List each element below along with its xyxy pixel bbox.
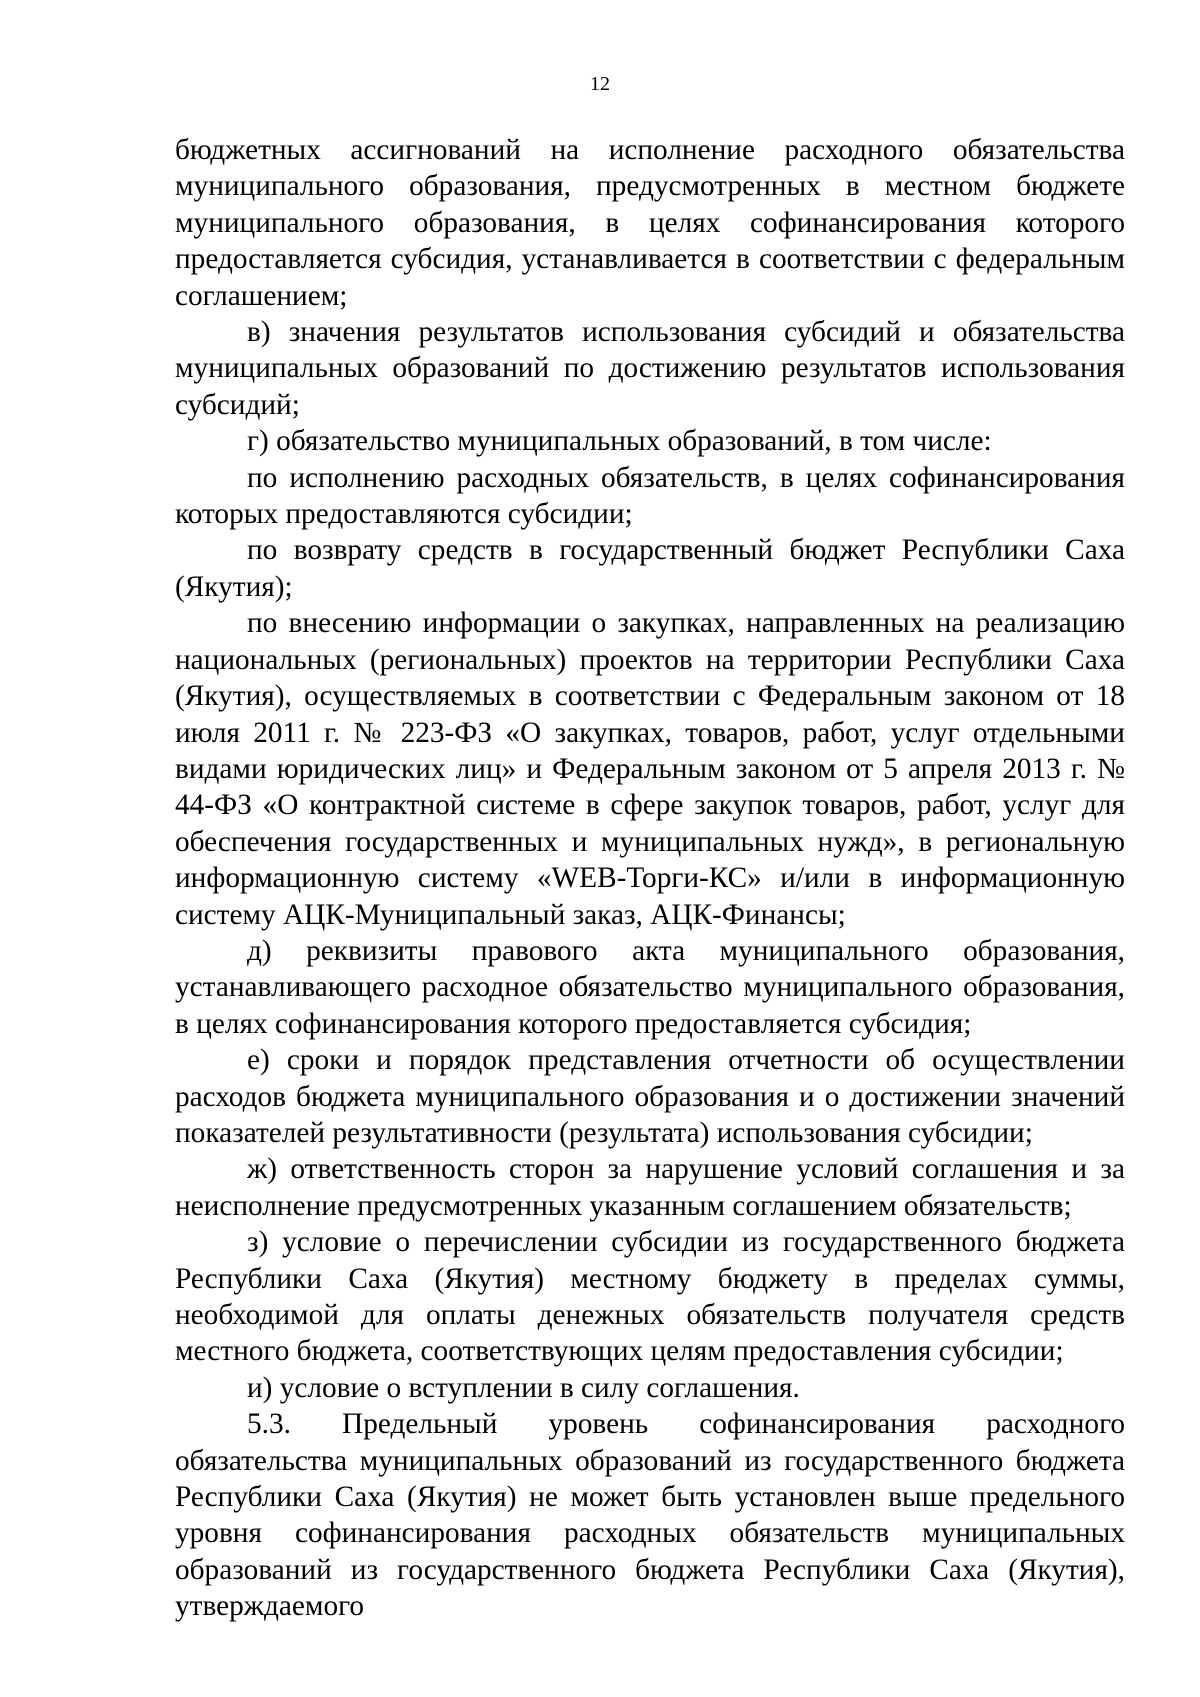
paragraph: е) сроки и порядок представления отчетности об осуществлении расходов бюджета муниципального образования и о достижении значений показателей результативности (результата) использования субсидии; — [175, 1044, 1125, 1149]
paragraph: г) обязательство муниципальных образований, в том числе: — [247, 425, 992, 458]
paragraph: з) условие о перечислении субсидии из государственного бюджета Республики Саха (Якутия) местному бюджету в пределах суммы, необходимой для оплаты денежных обязательств получателя средств местного бюджета, соответствующих целям предоставления субсидии; — [175, 1226, 1125, 1368]
document-body — [175, 132, 1125, 1625]
paragraph: по исполнению расходных обязательств, в целях софинансирования которых предоставляются субсидии; — [175, 461, 1125, 531]
paragraph: ж) ответственность сторон за нарушение условий соглашения и за неисполнение предусмотренных указанным соглашением обязательств; — [175, 1153, 1125, 1222]
paragraph: бюджетных ассигнований на исполнение расходного обязательства муниципального образования, предусмотренных в местном бюджете муниципального образования, в целях софинансирования которого предоставляется субсидия, устанавливается в соответствии с федеральным соглашением; — [175, 134, 1125, 312]
paragraph: 5.3. Предельный уровень софинансирования расходного обязательства муниципальных образований из государственного бюджета Республики Саха (Якутия) не может быть установлен выше предельного уровня софинансирования расходных обязательств муниципальных образований из государственного бюджета Республики Саха (Якутия), утверждаемого — [175, 1408, 1125, 1623]
paragraph: и) условие о вступлении в силу соглашения. — [247, 1371, 800, 1404]
paragraph: по возврату средств в государственный бюджет Республики Саха (Якутия); — [175, 534, 1125, 603]
paragraph: д) реквизиты правового акта муниципального образования, устанавливающего расходное обязательство муниципального образования, в целях софинансирования которого предоставляется субсидия; — [175, 934, 1125, 1040]
paragraph: в) значения результатов использования субсидий и обязательства муниципальных образований по достижению результатов использования субсидий; — [175, 316, 1125, 421]
page-number: 12 — [590, 73, 610, 95]
paragraph: по внесению информации о закупках, направленных на реализацию национальных (региональных) проектов на территории Республики Саха (Якутия), осуществляемых в соответствии с Федеральным законом от 18 июля 2011 г. № 223-ФЗ «О закупках, товаров, работ, услуг отдельными видами юридических лиц» и Федеральным законом от 5 апреля 2013 г. № 44-ФЗ «О контрактной системе в сфере закупок товаров, работ, услуг для обеспечения государственных и муниципальных нужд», в региональную информационную систему «WEB-Торги-КС» и/или в информационную систему АЦК-Муниципальный заказ, АЦК-Финансы; — [175, 607, 1125, 931]
